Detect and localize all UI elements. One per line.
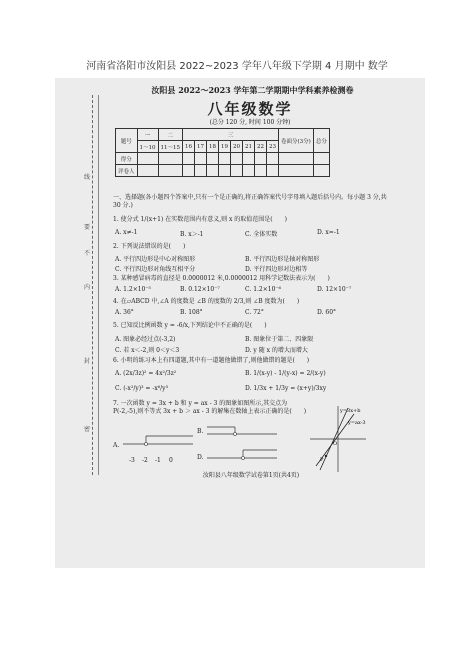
page-footer: 汝阳县八年级数学试卷第1页(共4页): [202, 472, 300, 479]
option-c: C. (-x²/y)³ = -x⁶/y³: [115, 385, 168, 392]
option-a: A. 图象必经过点(-3,2): [115, 336, 176, 343]
label-line1: y=3x+b: [340, 408, 361, 414]
score-cell: 卷面分(3分): [279, 129, 314, 153]
option-a: A. x≠-1: [115, 229, 138, 236]
score-cell: 得分: [116, 153, 138, 165]
score-cell: 题号: [116, 129, 138, 153]
question-stem: 7. 一次函数 y = 3x + b 和 y = ax - 3 的图象如图所示,其交点为 P(-2,-5),则不等式 3x + b ＞ ax - 3 的解集在数轴上表示正确的是( ): [113, 400, 307, 415]
label-line2: y=ax-3: [348, 420, 366, 426]
score-cell: 二: [158, 129, 183, 141]
function-graph: [308, 404, 368, 474]
score-table: [115, 128, 330, 177]
option-a: A.: [113, 442, 120, 449]
origin-label: O: [333, 441, 338, 447]
score-cell: 1～10: [137, 141, 158, 153]
score-cell: 11～15: [158, 141, 183, 153]
exam-info: (总分 120 分, 时间 100 分钟): [209, 119, 291, 126]
question-stem: 5. 已知反比例函数 y = -6/x,下列结论中不正确的是( ): [113, 322, 267, 329]
score-cell: 19: [219, 141, 231, 153]
question-stem: 3. 某种感冒病毒的直径是 0.0000012 米,0.0000012 用科学记数法表示为( ): [113, 275, 330, 282]
question-stem: 6. 小明的练习本上有四道题,其中有一道题他做错了,则他做错的题是( ): [113, 357, 310, 364]
side-label: 不: [84, 250, 91, 257]
score-cell: 评卷人: [116, 165, 138, 177]
option-c: C. 若 x＜-2,则 0＜y＜3: [115, 347, 180, 354]
option-c: C. 72°: [245, 309, 264, 316]
score-cell: 16: [183, 141, 195, 153]
option-c: C. 1.2×10⁻⁶: [245, 286, 281, 293]
option-b: B. 图象位于第二、四象限: [245, 336, 314, 343]
option-d: D.: [197, 454, 204, 461]
side-label: 要: [84, 224, 91, 231]
option-d: D. 12×10⁻⁷: [317, 286, 352, 293]
option-d: D. 60°: [317, 309, 337, 316]
tick-label: -1: [155, 457, 161, 464]
option-a: A. 1.2×10⁻⁵: [115, 286, 151, 293]
option-c: C. 全体实数: [245, 231, 278, 238]
option-d: D. y 随 x 的增大而增大: [245, 347, 308, 354]
binding-dashed-line: [92, 95, 93, 475]
question-stem: 2. 下列说法错误的是( ): [113, 243, 186, 250]
binding-solid-line: [98, 95, 99, 475]
number-line-d: [205, 446, 280, 468]
score-cell: 总分: [313, 129, 329, 153]
number-line-a: [121, 432, 196, 456]
option-b: B.: [197, 428, 204, 435]
side-label: 内: [84, 284, 91, 291]
option-a: A. 36°: [115, 309, 134, 316]
option-d: D. 1/3x + 1/3y = (x+y)/3xy: [245, 385, 327, 392]
option-a: A. (2x/3z)² = 4x²/3z²: [115, 370, 177, 377]
tick-label: 0: [169, 457, 173, 464]
option-d: D. x=-1: [317, 229, 340, 236]
side-label: 密: [84, 426, 91, 433]
exam-paper: [105, 82, 397, 564]
point-p: [325, 455, 327, 457]
exam-title: 八年级数学: [207, 100, 293, 118]
number-line-b: [205, 424, 280, 444]
score-cell: 20: [231, 141, 243, 153]
option-b: B. 平行四边形是轴对称图形: [245, 256, 320, 263]
option-b: B. 0.12×10⁻⁷: [180, 286, 220, 293]
score-cell: 17: [195, 141, 207, 153]
point-label: P: [320, 457, 324, 463]
option-b: B. 108°: [180, 309, 203, 316]
tick-label: -2: [142, 457, 148, 464]
side-label: 线: [84, 174, 91, 181]
side-label: 封: [84, 358, 91, 365]
score-cell: 一: [137, 129, 158, 141]
option-a: A. 平行四边形是中心对称图形: [115, 256, 196, 263]
question-stem: 4. 在▱ABCD 中,∠A 的度数是 ∠B 的度数的 2/3,则 ∠B 度数为( ): [113, 298, 300, 305]
option-b: B. 1/(x-y) - 1/(y-x) = 2/(x-y): [245, 370, 326, 377]
score-cell: 21: [243, 141, 255, 153]
score-cell: 22: [255, 141, 267, 153]
score-cell: 三: [183, 129, 279, 141]
exam-subtitle: 汝阳县 2022～2023 学年第二学期期中学科素养检测卷: [151, 85, 354, 95]
option-c: C. 平行四边形对角线互相平分: [115, 266, 196, 273]
question-stem: 1. 使分式 1/(x+1) 在实数范围内有意义,则 x 的取值范围是( ): [113, 216, 287, 223]
option-b: B. x＞-1: [180, 231, 204, 238]
tick-label: -3: [129, 457, 135, 464]
option-d: D. 平行四边形对边相等: [245, 266, 308, 273]
page-header: 河南省洛阳市汝阳县 2022~2023 学年八年级下学期 4 月期中 数学: [86, 61, 388, 72]
section-heading: 一、选择题(各小题四个答案中,只有一个是正确的,将正确答案代号字母填入题后括号内。每小题 3 分,共 30 分.): [113, 194, 387, 209]
score-cell: 18: [207, 141, 219, 153]
score-cell: 23: [267, 141, 279, 153]
